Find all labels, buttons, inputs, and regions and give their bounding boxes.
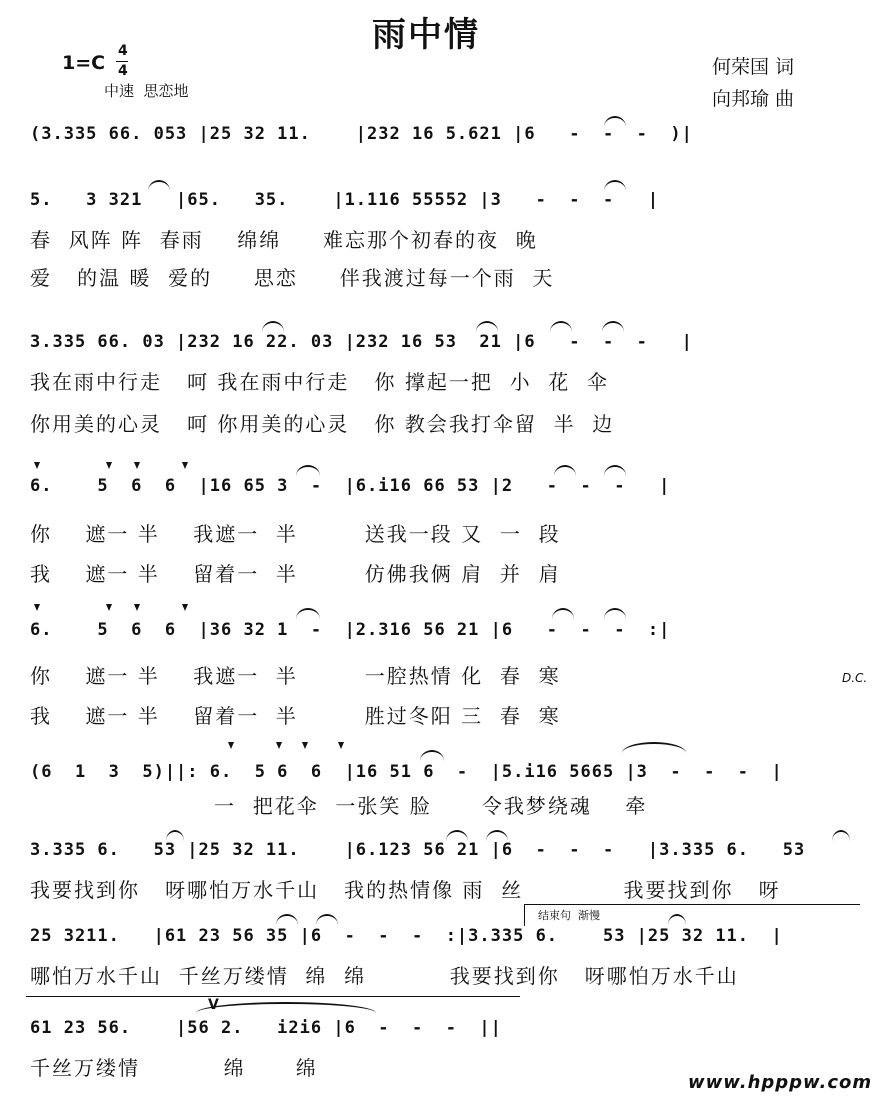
tie-arc — [668, 914, 686, 925]
tie-arc — [296, 608, 320, 619]
lyric-verse-1: 千丝万缕情 绵 绵 — [30, 1056, 318, 1080]
accent-mark — [182, 462, 188, 469]
accent-mark — [34, 604, 40, 611]
time-signature-divider — [116, 61, 128, 62]
watermark-url: www.hpppw.com — [688, 1072, 873, 1093]
accent-mark — [34, 462, 40, 469]
notation-line: (3.335 66. 053 |25 32 11. |232 16 5.621 |6 - - - )| — [30, 124, 693, 144]
tie-arc — [604, 465, 626, 476]
tie-arc — [832, 830, 850, 841]
ending-label: 结束句 渐慢 — [538, 909, 600, 922]
lyric-verse-1: 一 把花伞 一张笑 脸 令我梦绕魂 牵 — [214, 794, 648, 818]
accent-mark — [134, 604, 140, 611]
time-signature-bottom: 4 — [118, 63, 128, 79]
tie-arc — [196, 1002, 376, 1013]
tie-arc — [554, 465, 576, 476]
lyric-verse-1: 哪怕万水千山 千丝万缕情 绵 绵 我要找到你 呀哪怕万水千山 — [30, 964, 739, 988]
lyric-verse-1: 春 风阵 阵 春雨 绵绵 难忘那个初春的夜 晚 — [30, 228, 538, 252]
tie-arc — [420, 750, 444, 761]
tie-arc — [148, 180, 170, 191]
tie-arc — [316, 914, 338, 925]
tie-arc — [622, 742, 686, 753]
tie-arc — [476, 321, 498, 332]
accent-mark — [276, 742, 282, 749]
ending-bracket-edge — [524, 904, 525, 926]
lyric-verse-1: 你 遮一 半 我遮一 半 送我一段 又 一 段 — [30, 522, 561, 546]
tie-arc — [602, 321, 624, 332]
accent-mark — [182, 604, 188, 611]
notation-line: 25 3211. |61 23 56 35 |6 - - - :|3.335 6. 53 |25 32 11. | — [30, 926, 783, 946]
lyric-verse-1: 我要找到你 呀哪怕万水千山 我的热情像 雨 丝 我要找到你 呀 — [30, 878, 781, 902]
tie-arc — [166, 830, 184, 841]
tie-arc — [604, 180, 626, 191]
notation-line: 3.335 66. 03 |232 16 22. 03 |232 16 53 21 |6 - - - | — [30, 332, 693, 352]
lyric-verse-2: 你用美的心灵 呵 你用美的心灵 你 教会我打伞留 半 边 — [30, 412, 615, 436]
composer-credit: 向邦瑜 曲 — [712, 88, 795, 110]
notation-line: 5. 3 321 |65. 35. |1.116 55552 |3 - - - | — [30, 190, 660, 210]
key-signature: 1=C — [62, 52, 106, 74]
tie-arc — [262, 321, 284, 332]
notation-line: 6. 5 6 6 |36 32 1 - |2.316 56 21 |6 - - - :| — [30, 620, 671, 640]
tie-arc — [550, 321, 572, 332]
lyric-verse-2: 爱 的温 暖 爱的 思恋 伴我渡过每一个雨 天 — [30, 266, 555, 290]
tie-arc — [552, 608, 574, 619]
lyricist-credit: 何荣国 词 — [712, 56, 795, 78]
notation-line: 3.335 6. 53 |25 32 11. |6.123 56 21 |6 - - - |3.335 6. 53 — [30, 840, 806, 860]
tie-arc — [486, 830, 508, 841]
breath-mark: V — [208, 997, 219, 1013]
time-signature-top: 4 — [118, 43, 128, 59]
lyric-verse-1: 你 遮一 半 我遮一 半 一腔热情 化 春 寒 — [30, 664, 561, 688]
tie-arc — [276, 914, 298, 925]
notation-line: 6. 5 6 6 |16 65 3 - |6.i16 66 53 |2 - - - | — [30, 476, 671, 496]
tempo-marking: 中速 思恋地 — [104, 82, 189, 100]
notation-line: (6 1 3 5)||: 6. 5 6 6 |16 51 6 - |5.i16 5665 |3 - - - | — [30, 762, 783, 782]
song-title: 雨中情 — [372, 15, 480, 55]
accent-mark — [106, 462, 112, 469]
notation-line: 61 23 56. |56 2. i2i6 |6 - - - || — [30, 1018, 502, 1038]
lyric-verse-1: 我在雨中行走 呵 我在雨中行走 你 撑起一把 小 花 伞 — [30, 370, 610, 394]
accent-mark — [134, 462, 140, 469]
accent-mark — [228, 742, 234, 749]
accent-mark — [302, 742, 308, 749]
tie-arc — [604, 116, 626, 127]
section-divider — [26, 996, 520, 997]
accent-mark — [338, 742, 344, 749]
tie-arc — [604, 608, 626, 619]
tie-arc — [296, 465, 320, 476]
accent-mark — [106, 604, 112, 611]
lyric-verse-2: 我 遮一 半 留着一 半 仿佛我俩 肩 并 肩 — [30, 562, 561, 586]
tie-arc — [446, 830, 468, 841]
da-capo-mark: D.C. — [842, 671, 868, 685]
lyric-verse-2: 我 遮一 半 留着一 半 胜过冬阳 三 春 寒 — [30, 704, 561, 728]
ending-bracket — [524, 904, 860, 905]
